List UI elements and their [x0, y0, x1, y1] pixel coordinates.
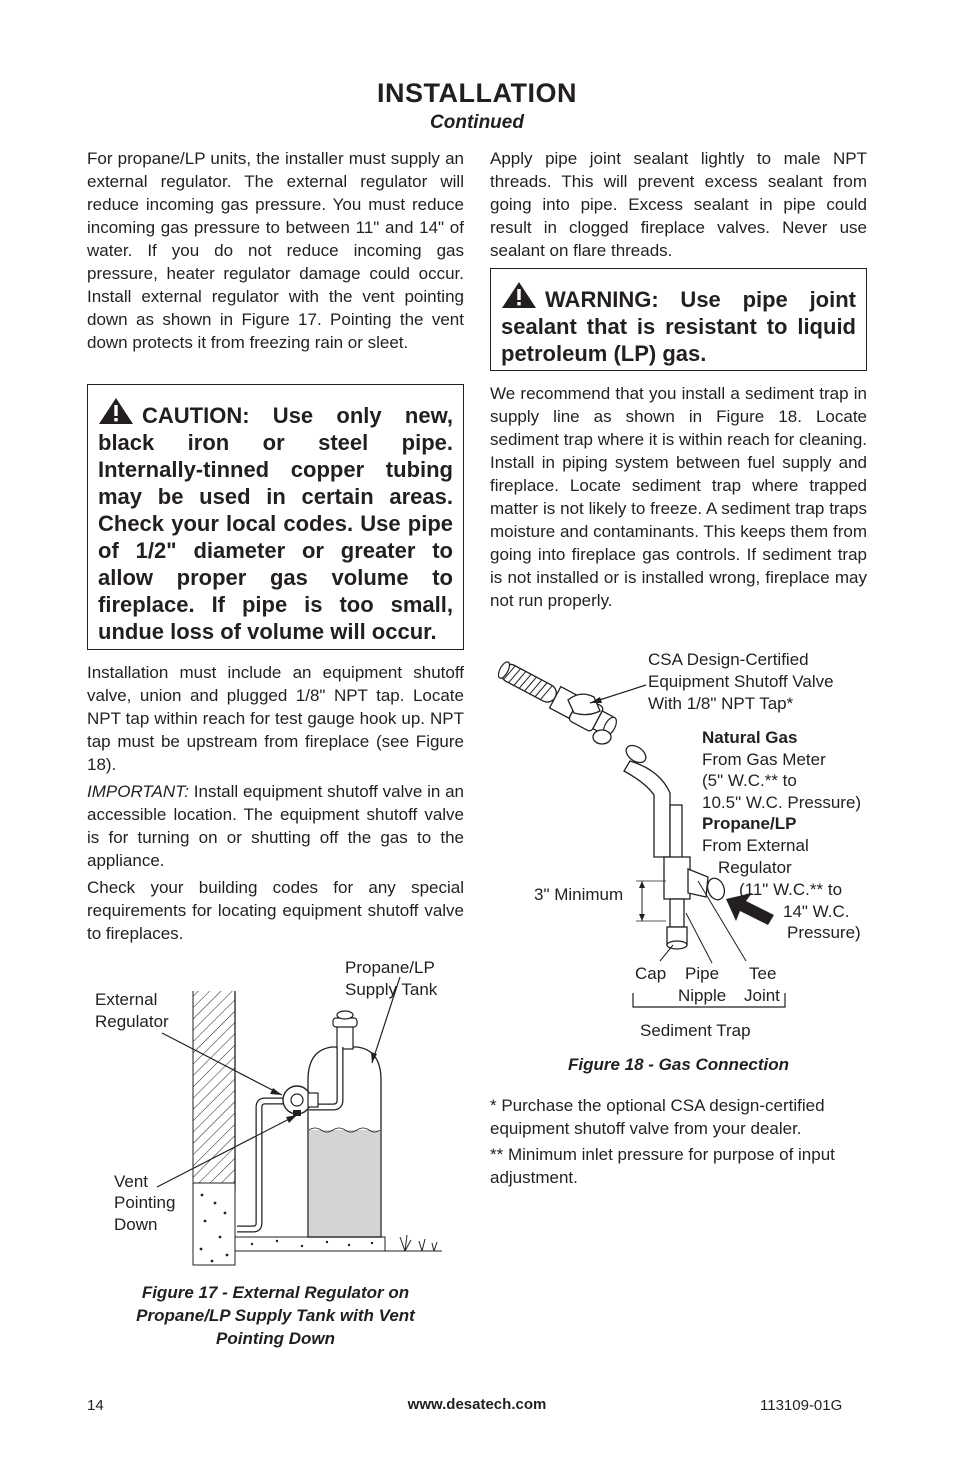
footnote-shutoff-valve: * Purchase the optional CSA design-certified equipment shutoff valve from your dealer. — [490, 1096, 825, 1138]
label-lp-line2: Regulator — [718, 858, 792, 877]
label-sediment-trap: Sediment Trap — [640, 1021, 751, 1040]
important-lead: IMPORTANT: — [87, 782, 189, 801]
label-ng-line1: From Gas Meter — [702, 750, 826, 769]
figure-18 — [490, 645, 890, 1045]
label-pipe: Pipe — [685, 964, 720, 983]
warning-text: WARNING: Use pipe joint sealant that is resistant to liquid petroleum (LP) gas. — [501, 287, 856, 366]
figure-18-caption: Figure 18 - Gas Connection — [567, 1055, 790, 1074]
label-tank-line1: Propane/LP — [345, 958, 435, 977]
label-ng-line2: (5" W.C.** to — [702, 771, 797, 790]
paragraph-important — [87, 780, 464, 872]
label-regulator-line2: Regulator — [95, 1012, 169, 1031]
label-joint: Joint — [744, 986, 780, 1005]
label-tank-line2: Supply Tank — [345, 980, 438, 999]
paragraph-external-regulator: For propane/LP units, the installer must supply an external regulator. The external regulator will reduce incoming gas pressure. You must reduce incoming gas pressure to between 11" and 14" of water. If you do not reduce incoming gas pressure, heater regulator damage could occur. Install external regulator with the vent pointing down as shown in Figure 17. Pointing the vent down protects it from freezing rain or sleet. — [87, 149, 464, 352]
warning-box — [490, 268, 867, 371]
label-csa-line3: With 1/8" NPT Tap* — [648, 694, 794, 713]
label-vent-line1: Vent — [114, 1172, 149, 1191]
label-lp-line1: From External — [702, 836, 809, 855]
label-csa-line1: CSA Design-Certified — [648, 650, 809, 669]
paragraph-pipe-sealant: Apply pipe joint sealant lightly to male NPT threads. This will prevent excess sealant from going into pipe. Excess sealant in pipe could result in clogged fireplace valves. Never use sealant on flare threads. — [490, 149, 867, 260]
label-natural-gas: Natural Gas — [702, 728, 798, 747]
caution-box — [87, 384, 464, 650]
paragraph-sediment-trap: We recommend that you install a sediment trap in supply line as shown in Figure 18. Locate sediment trap where it is within reach for cleaning. Install in piping system between fuel supply and fireplace. Locate sediment trap where trapped matter is not likely to freeze. A sediment trap traps moisture and contaminants. This keeps them from going into fireplace gas controls. If sediment trap is not installed or is installed wrong, fireplace may not run properly. — [490, 384, 868, 610]
page-number: 14 — [87, 1397, 104, 1414]
caution-text: CAUTION: Use only new, black iron or steel pipe. Internally-tinned copper tubing may be used in certain areas. Check your local codes. Use pipe of 1/2" diameter or greater to allow proper gas volume to fireplace. If pipe is too small, undue loss of volume will occur. — [98, 403, 453, 644]
label-ng-line3: 10.5" W.C. Pressure) — [702, 793, 862, 812]
label-propane-lp: Propane/LP — [702, 814, 797, 833]
label-cap: Cap — [635, 964, 667, 983]
paragraph-building-codes: Check your building codes for any special requirements for locating equipment shutoff valve to fireplaces. — [87, 878, 464, 943]
label-regulator-line1: External — [95, 990, 158, 1009]
figure-17-caption-line1: Figure 17 - External Regulator on — [141, 1283, 410, 1302]
page-title: INSTALLATION — [377, 78, 577, 108]
page-subtitle: Continued — [430, 112, 524, 133]
paragraph-shutoff-valve: Installation must include an equipment shutoff valve, union and plugged 1/8" NPT tap. Locate NPT tap within reach for test gauge hook up. NPT tap must be upstream from fireplace (see Figure 18). — [87, 663, 464, 774]
label-csa-line2: Equipment Shutoff Valve — [648, 672, 834, 691]
figure-17-caption-line2: Propane/LP Supply Tank with Vent — [136, 1306, 415, 1325]
important-text: Install equipment shutoff valve in an accessible location. The equipment shutoff valve is for turning on or shutting off the gas to the appliance. — [87, 782, 464, 870]
label-tee: Tee — [749, 964, 777, 983]
label-vent-line2: Pointing — [114, 1193, 176, 1212]
label-vent-line3: Down — [114, 1215, 158, 1234]
caution-triangle-icon — [98, 397, 134, 425]
footnote-inlet-pressure: ** Minimum inlet pressure for purpose of input adjustment. — [490, 1145, 835, 1187]
label-lp-line3: (11" W.C.** to — [739, 880, 843, 899]
warning-triangle-icon — [501, 281, 537, 309]
figure-17 — [87, 955, 464, 1275]
figure-17-caption-line3: Pointing Down — [216, 1329, 335, 1348]
website-url[interactable]: www.desatech.com — [407, 1396, 547, 1413]
label-nipple: Nipple — [678, 986, 727, 1005]
label-lp-line5: Pressure) — [787, 923, 861, 942]
label-lp-line4: 14" W.C. — [783, 902, 850, 921]
figure-17-caption — [87, 1281, 464, 1350]
label-3-minimum: 3" Minimum — [534, 885, 624, 904]
document-code: 113109-01G — [760, 1397, 843, 1414]
